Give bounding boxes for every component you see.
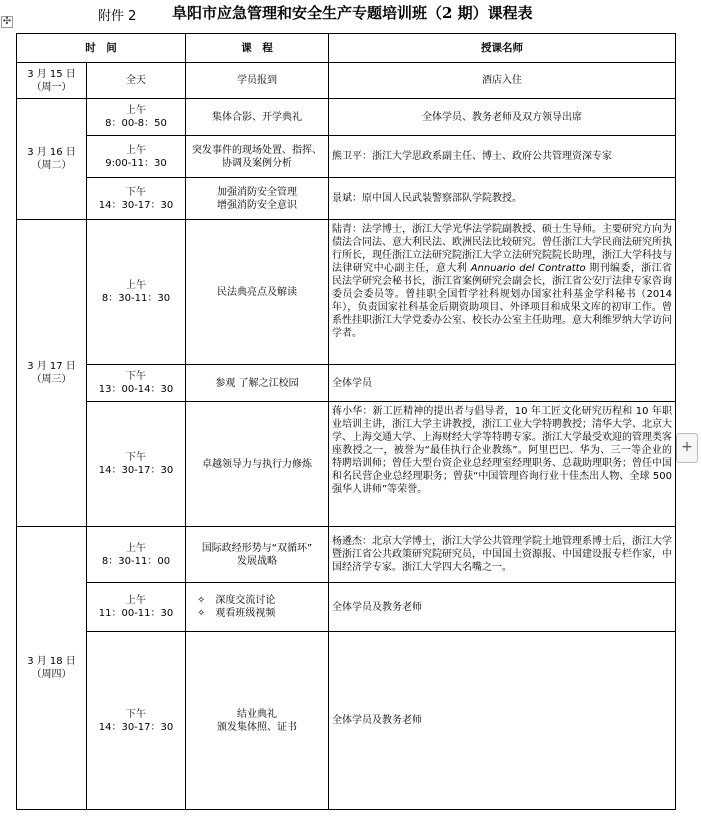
header-instructor: 授课名师: [329, 34, 676, 63]
instructor-bio-part: 期刊编委，浙江省民法学研究会秘书长，浙江省案例研究会副会长，浙江省公安厅法律专家咨询委员会委员等。曾挂职全国哲学社科规划办国家社科基金学科秘书（2014 年），负责国家社科基金后期资助项目、外译项目和成果文库的初审工作。曾系性挂职浙江大学党委办公室、校长办公室主任助理。意大利维罗纳大学访问学者。: [332, 263, 672, 339]
instructor-cell: 杨遴杰：北京大学博士，浙江大学公共管理学院土地管理系博士后，浙江大学暨浙江省公共政策研究院研究员，中国国土资源报、中国建设报专栏作家，中国经济学专家。浙江大学四大名嘴之一。: [329, 527, 676, 583]
time-cell: [87, 136, 186, 178]
course-line: 发展战略: [237, 555, 277, 567]
course-bullet-item: [189, 594, 325, 607]
period-label: 上午: [126, 280, 146, 291]
instructor-cell: 熊卫平：浙江大学思政系副主任、博士、政府公共管理资深专家: [329, 136, 676, 178]
instructor-cell: 酒店入住: [329, 63, 676, 99]
course-cell: 卓越领导力与执行力修炼: [186, 402, 329, 527]
course-cell: 民法典亮点及解读: [186, 220, 329, 365]
instructor-cell: [329, 220, 676, 365]
course-line: 增强消防安全意识: [217, 199, 297, 211]
table-row: [17, 365, 676, 402]
instructor-cell: 全体学员: [329, 365, 676, 402]
course-schedule-table: [16, 33, 676, 810]
day-date: 3 月 17 日: [27, 361, 76, 372]
course-cell: 集体合影、开学典礼: [186, 99, 329, 136]
course-cell: [186, 136, 329, 178]
period-label: 下午: [126, 452, 146, 463]
day-date: 3 月 16 日: [27, 147, 76, 158]
course-cell: [186, 527, 329, 583]
period-label: 上午: [126, 144, 146, 156]
time-cell: [87, 632, 186, 810]
table-header-row: [17, 34, 676, 63]
time-range: 11：00-11：30: [98, 608, 174, 619]
header-course: 课 程: [186, 34, 329, 63]
table-row: [17, 220, 676, 365]
period-label: 上午: [126, 105, 146, 116]
time-cell: [87, 365, 186, 402]
bullet-text: 观看班级视频: [215, 608, 276, 619]
course-cell: 参观 了解之江校园: [186, 365, 329, 402]
time-range: 14：30-17：30: [98, 465, 174, 476]
course-line: 颁发集体照、证书: [217, 721, 297, 733]
instructor-cell: 蒋小华：新工匠精神的提出者与倡导者，10 年工匠文化研究历程和 10 年职业培训主讲，浙江大学主讲教授，浙江工业大学特聘教授；清华大学、北京大学、上海交通大学、上海财经大学等特聘专家。浙江大学最受欢迎的管理类客座教授之一，被誉为“最佳执行企业教练”。阿里巴巴、华为、三一等企业的特聘培训师；曾任大型台资企业总经理室经理职务、总裁助理职务；曾任中国和名民营企业总经理职务；曾获“中国管理咨询行业十佳杰出人物、全球 500 强华人讲师”等荣誉。: [329, 402, 676, 527]
course-line: 结业典礼: [237, 708, 277, 720]
page-title: 阜阳市应急管理和安全生产专题培训班（2 期）课程表: [172, 4, 533, 22]
course-cell: [186, 632, 329, 810]
instructor-cell: 景斌：原中国人民武装警察部队学院教授。: [329, 178, 676, 220]
day-cell: [17, 63, 87, 99]
time-cell: [87, 583, 186, 632]
day-weekday: （周四）: [31, 669, 72, 680]
table-row: [17, 632, 676, 810]
table-row: [17, 583, 676, 632]
period-label: 下午: [126, 708, 146, 720]
course-cell: 学员报到: [186, 63, 329, 99]
day-cell: [17, 527, 87, 810]
course-line: 加强消防安全管理: [217, 186, 297, 198]
day-date: 3 月 15 日: [27, 68, 76, 80]
course-line: 协调及案例分析: [222, 157, 292, 169]
day-cell: [17, 220, 87, 527]
table-row: [17, 63, 676, 99]
diamond-bullet-icon: ✧: [197, 608, 206, 619]
day-weekday: （周一）: [31, 81, 72, 93]
course-bullet-item: [189, 607, 325, 620]
add-icon[interactable]: +: [676, 433, 698, 463]
time-cell: [87, 178, 186, 220]
time-cell: [87, 99, 186, 136]
time-range: 8：30-11：30: [101, 293, 171, 304]
time-range: 8：00-8：50: [105, 118, 167, 129]
table-row: [17, 178, 676, 220]
day-weekday: （周二）: [31, 160, 72, 171]
day-cell: [17, 99, 87, 220]
period-label: 全天: [126, 75, 146, 86]
diamond-bullet-icon: ✧: [197, 595, 206, 606]
table-row: [17, 527, 676, 583]
time-range: 8：30-11：00: [101, 555, 171, 567]
course-line: 突发事件的现场处置、指挥、: [192, 144, 322, 156]
document-header: [0, 2, 701, 24]
time-range: 14：30-17：30: [98, 199, 174, 211]
period-label: 上午: [126, 595, 146, 606]
instructor-cell: 全体学员、教务老师及双方领导出席: [329, 99, 676, 136]
table-row: [17, 402, 676, 527]
table-row: [17, 99, 676, 136]
course-cell: [186, 178, 329, 220]
day-date: 3 月 18 日: [27, 656, 76, 667]
attachment-label: 附件 2: [98, 9, 137, 24]
header-time: 时 间: [17, 34, 186, 63]
time-cell: [87, 527, 186, 583]
period-label: 上午: [126, 542, 146, 554]
time-range: 9:00-11：30: [105, 157, 167, 169]
time-range: 14：30-17：30: [98, 721, 174, 733]
journal-name: Annuario del Contratto: [470, 263, 586, 274]
time-cell: [87, 402, 186, 527]
instructor-cell: 全体学员及教务老师: [329, 583, 676, 632]
course-line: 国际政经形势与“双循环”: [201, 542, 313, 554]
day-weekday: （周三）: [31, 374, 72, 385]
time-cell: [87, 63, 186, 99]
time-cell: [87, 220, 186, 365]
table-row: [17, 136, 676, 178]
period-label: 下午: [126, 186, 146, 198]
instructor-cell: 全体学员及教务老师: [329, 632, 676, 810]
bullet-text: 深度交流讨论: [215, 595, 276, 606]
time-range: 13：00-14：30: [98, 384, 174, 395]
table-move-handle-icon[interactable]: ✣: [2, 16, 12, 27]
course-cell: [186, 583, 329, 632]
period-label: 下午: [126, 371, 146, 382]
instructor-bio-part: 陆青：法学博士，浙江大学光华法学院副教授、硕士生导师。主要研究方向为债法合同法、意大利民法、欧洲民法比较研究。曾任浙江大学民商法研究所执行所长，现任浙江立法研究院浙江大学立法研究院院长助理，浙江大学科技与法律研究中心副主任，意大利: [332, 224, 672, 274]
